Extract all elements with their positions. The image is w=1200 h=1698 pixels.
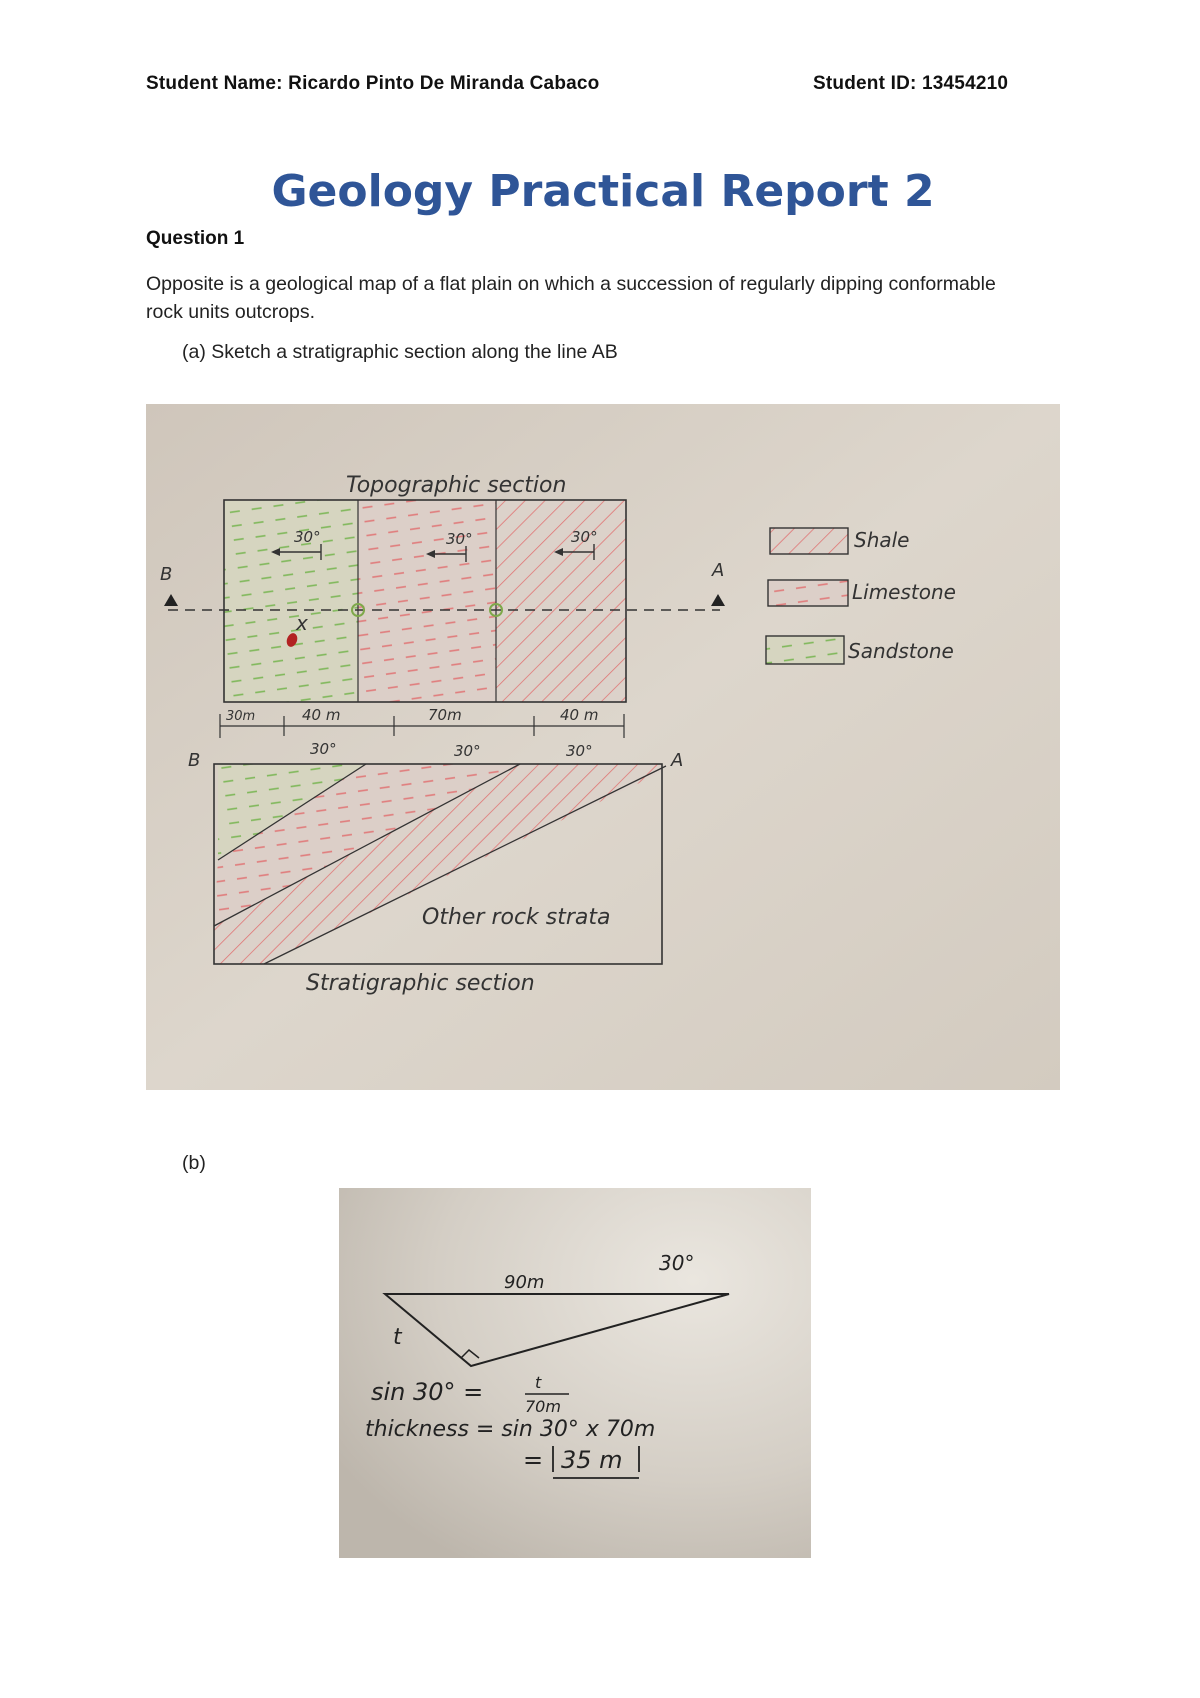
legend-shale: Shale <box>854 528 910 552</box>
point-x-label: x <box>296 611 308 635</box>
map-point-a: A <box>712 560 725 581</box>
equation-2: thickness = sin 30° x 70m <box>365 1417 656 1442</box>
other-strata-label: Other rock strata <box>422 905 611 930</box>
question-heading: Question 1 <box>146 228 245 249</box>
part-a-label: (a) Sketch a stratigraphic section along the line AB <box>182 341 618 363</box>
angle-label: 30° <box>659 1251 695 1275</box>
map-point-b: B <box>160 564 173 585</box>
equation-1-denominator: 70m <box>525 1397 561 1416</box>
equation-3-equals: = <box>523 1446 544 1474</box>
dist-label-1: 30m <box>226 709 256 724</box>
thickness-answer: 35 m <box>561 1446 623 1474</box>
part-b-label: (b) <box>182 1152 206 1174</box>
dist-label-3: 70m <box>428 706 462 724</box>
legend-sandstone: Sandstone <box>848 639 954 663</box>
dip-label-2: 30° <box>446 530 473 548</box>
page-title: Geology Practical Report 2 <box>271 166 935 217</box>
student-id: Student ID: 13454210 <box>813 73 1009 94</box>
sketch-a-photo <box>146 404 1060 1090</box>
dip-label-3: 30° <box>571 528 598 546</box>
sec-dip-label-1: 30° <box>310 740 337 758</box>
student-name: Student Name: Ricardo Pinto De Miranda Cabaco <box>146 73 600 94</box>
side-t-label: t <box>393 1325 402 1350</box>
sketch-b-photo <box>339 1188 811 1558</box>
dip-label-1: 30° <box>294 528 321 546</box>
equation-1: sin 30° = <box>371 1378 484 1406</box>
topo-label: Topographic section <box>346 473 567 498</box>
sec-dip-label-2: 30° <box>454 742 481 760</box>
strat-label: Stratigraphic section <box>306 971 535 996</box>
equation-1-numerator: t <box>535 1373 542 1392</box>
dist-label-2: 40 m <box>302 706 341 724</box>
sec-dip-label-3: 30° <box>566 742 593 760</box>
hyp-label: 90m <box>504 1272 545 1293</box>
section-point-a: A <box>671 750 684 771</box>
legend-limestone: Limestone <box>852 580 956 604</box>
section-point-b: B <box>188 750 201 771</box>
dist-label-4: 40 m <box>560 706 599 724</box>
question-intro: Opposite is a geological map of a flat plain on which a succession of regularly dipping conformable rock units outcrops. <box>146 273 996 323</box>
